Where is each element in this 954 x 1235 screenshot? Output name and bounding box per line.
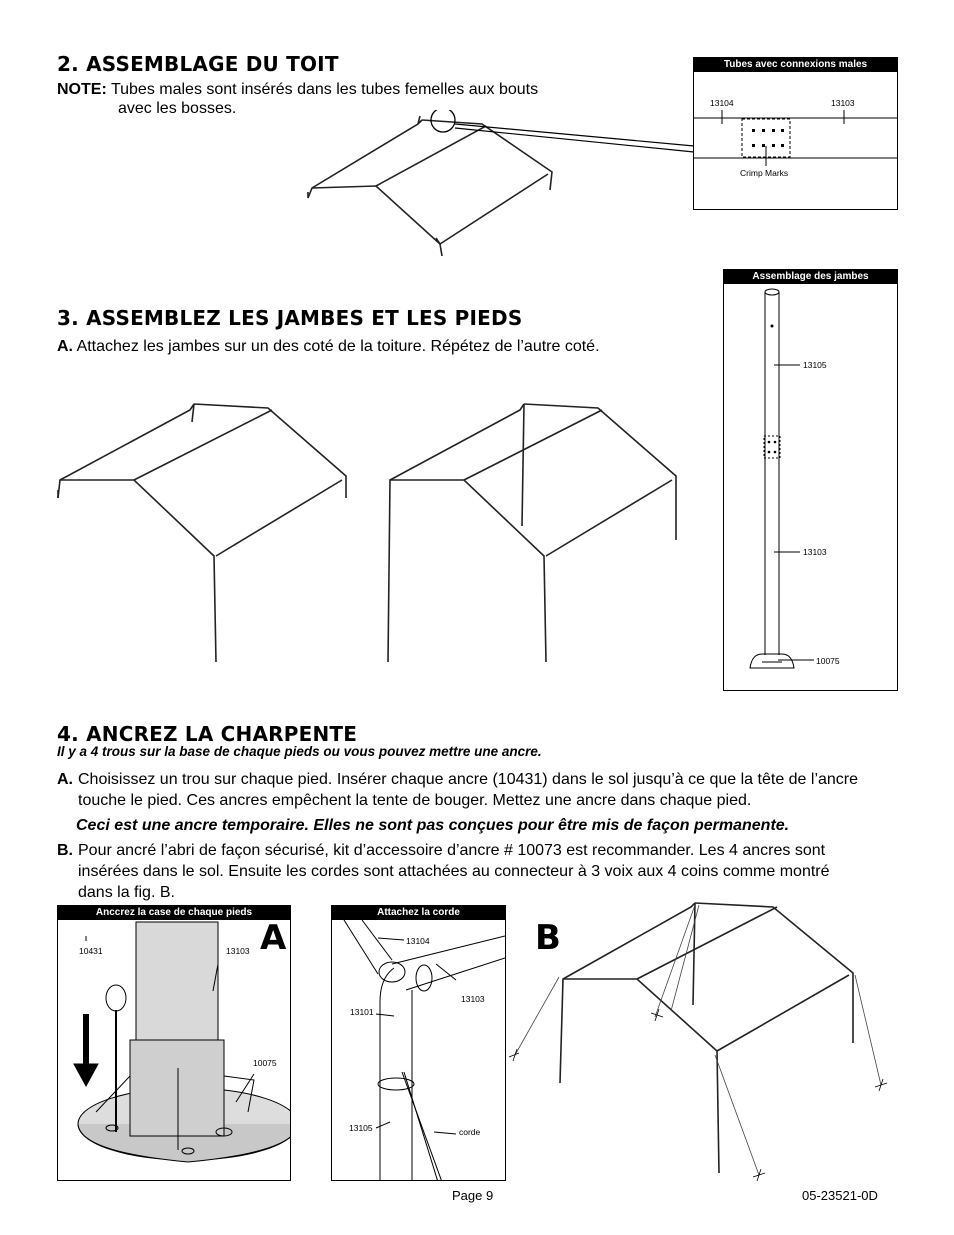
step3a-label: A.	[57, 338, 73, 355]
section3-heading: 3. ASSEMBLEZ LES JAMBES ET LES PIEDS	[57, 306, 523, 330]
tubes-label-right: 13103	[831, 98, 855, 108]
legs-box-title: Assemblage des jambes	[724, 270, 897, 284]
figure-b-letter: B	[535, 918, 561, 958]
anchor-label-tube: 13103	[226, 946, 250, 956]
rope-label-rope: corde	[459, 1127, 481, 1137]
section2-heading: 2. ASSEMBLAGE DU TOIT	[57, 52, 339, 76]
rope-label-b: 13103	[461, 994, 485, 1004]
step4a-line1: Choisissez un trou sur chaque pied. Insérer chaque ancre (10431) dans le sol jusqu’à ce que la tête de l’ancre	[78, 771, 859, 788]
tubes-label-left: 13104	[710, 98, 734, 108]
footer-page-number: Page 9	[452, 1188, 494, 1203]
section4-heading: 4. ANCREZ LA CHARPENTE	[57, 722, 358, 746]
frame-all-legs-illustration	[380, 400, 690, 670]
tubes-connection-drawing	[694, 58, 897, 209]
legs-assembly-box	[723, 269, 898, 691]
section3-step-a	[57, 336, 600, 357]
step4a-text	[78, 769, 898, 811]
figure-a-letter: A	[260, 918, 287, 958]
legs-label-mid: 13103	[803, 547, 827, 557]
section4-intro: Il y a 4 trous sur la base de chaque pieds ou vous pouvez mettre une ancre.	[57, 744, 542, 759]
anchored-frame-illustration	[505, 895, 905, 1185]
step4b-text	[78, 840, 898, 903]
step4a-label: A.	[57, 771, 73, 788]
note-line1: Tubes males sont insérés dans les tubes femelles aux bouts	[110, 81, 539, 98]
rope-attach-drawing	[332, 906, 505, 1180]
step3a-text: Attachez les jambes sur un des coté de la toiture. Répétez de l’autre coté.	[76, 338, 600, 355]
anchor-label-base: 10075	[253, 1058, 277, 1068]
note-line2: avec les bosses.	[118, 100, 237, 117]
legs-label-base: 10075	[816, 656, 840, 666]
tubes-box-title: Tubes avec connexions males	[694, 58, 897, 72]
rope-label-a: 13104	[406, 936, 430, 946]
step4b-line1: Pour ancré l’abri de façon sécurisé, kit d’accessoire d’ancre # 10073 est recommander. Les 4 ancres sont	[78, 842, 826, 859]
rope-attach-box	[331, 905, 506, 1181]
tubes-connection-box	[693, 57, 898, 210]
step4a-line2: touche le pied. Ces ancres empêchent la tente de bouger. Mettez une ancre dans chaque pied.	[78, 792, 752, 809]
step4b-line3: dans la fig. B.	[78, 884, 175, 901]
step4b-line2: insérées dans le sol. Ensuite les cordes sont attachées au connecteur à 3 voix aux 4 coins comme montré	[78, 863, 830, 880]
tubes-label-crimp: Crimp Marks	[740, 168, 789, 178]
rope-label-d: 13105	[349, 1123, 373, 1133]
frame-one-side-legs-illustration	[50, 400, 360, 670]
anchor-box-title: Anccrez la case de chaque pieds	[58, 906, 290, 920]
rope-label-c: 13101	[350, 1007, 374, 1017]
note-label: NOTE:	[57, 81, 107, 98]
section2-note	[57, 79, 538, 100]
step4b-label: B.	[57, 842, 73, 859]
anchor-foot-box	[57, 905, 291, 1181]
tubes-callout-line	[450, 110, 700, 160]
legs-label-top: 13105	[803, 360, 827, 370]
step4-warning: Ceci est une ancre temporaire. Elles ne sont pas conçues pour être mis de façon permanente.	[76, 817, 790, 834]
anchor-label-anchor: 10431	[79, 946, 103, 956]
footer-doc-number: 05-23521-0D	[802, 1188, 878, 1203]
rope-box-title: Attachez la corde	[332, 906, 505, 920]
leg-tube-drawing	[724, 270, 897, 690]
